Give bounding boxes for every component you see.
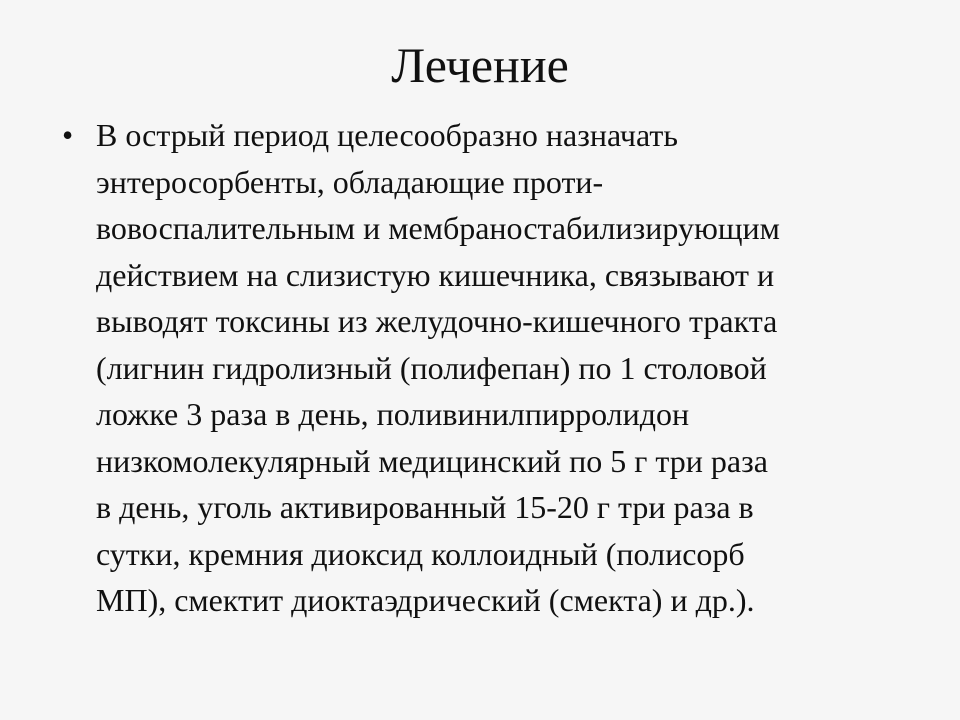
bullet-text-line: низкомолекулярный медицинский по 5 г три раза (96, 442, 768, 479)
bullet-item (60, 112, 930, 624)
bullet-text-line: ложке 3 раза в день, поливинилпирролидон (96, 396, 690, 432)
bullet-text-line: В острый период целесообразно назначать (96, 117, 678, 153)
bullet-text-line: сутки, кремния диоксид коллоидный (полисорб (96, 535, 745, 572)
bullet-icon: • (62, 117, 74, 153)
bullet-text-line: энтеросорбенты, обладающие проти- (96, 163, 604, 200)
bullet-text-line: (лигнин гидролизный (полифепан) по 1 столовой (96, 349, 767, 386)
bullet-text-line: действием на слизистую кишечника, связывают и (96, 256, 775, 293)
bullet-text-line: вовоспалительным и мембраностабилизирующим (96, 210, 780, 246)
bullet-text-line: выводят токсины из желудочно-кишечного тракта (96, 303, 778, 339)
bullet-text-line: МП), смектит диоктаэдрический (смекта) и др.). (96, 582, 755, 618)
slide-title: Лечение (391, 37, 569, 93)
bullet-text-line: в день, уголь активированный 15-20 г три раза в (96, 489, 754, 525)
bullet-list (60, 112, 930, 624)
